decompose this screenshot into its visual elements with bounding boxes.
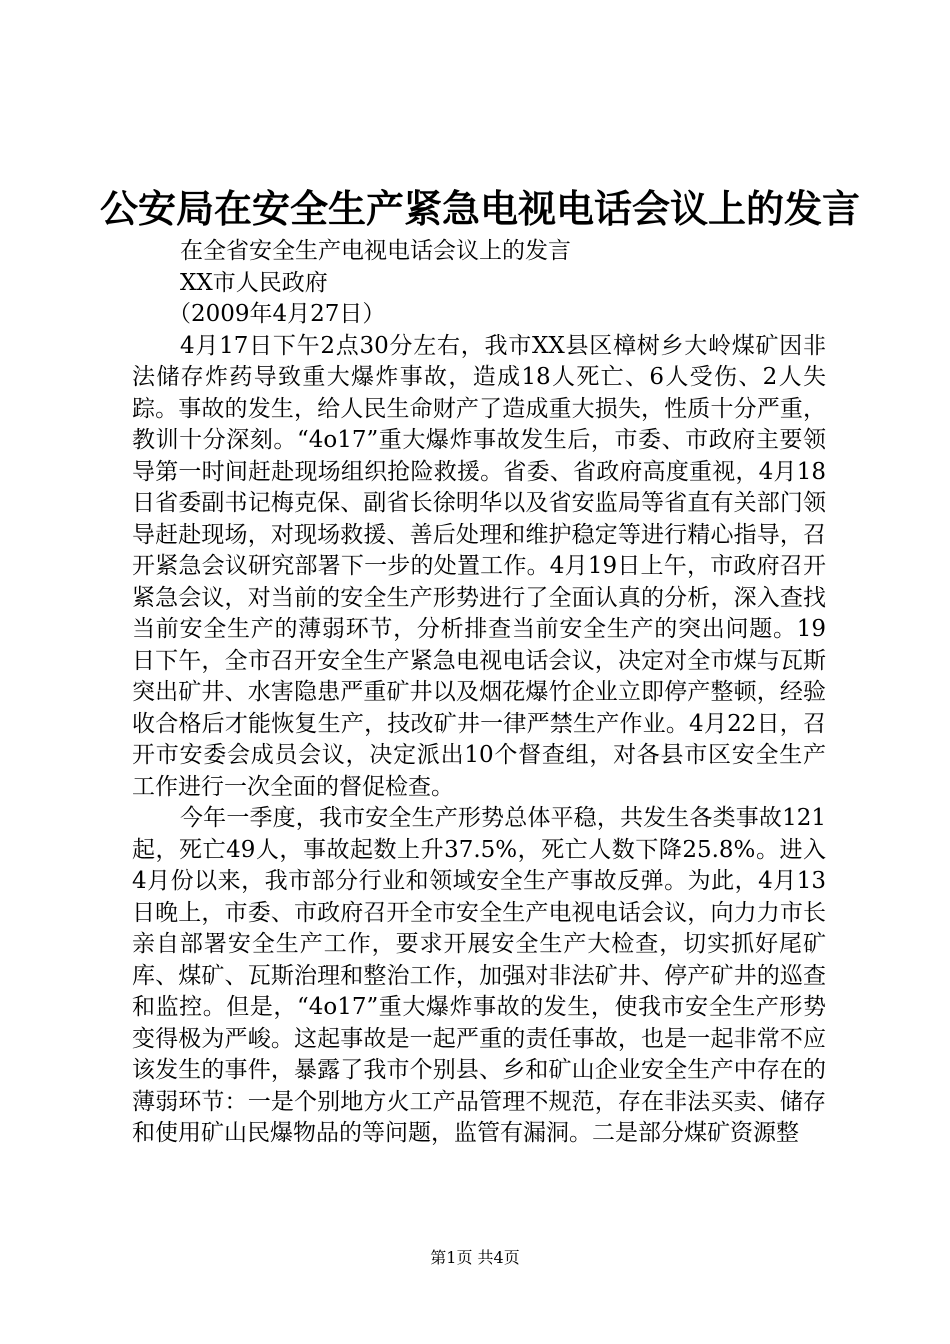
issuer-name: XX市人民政府 bbox=[180, 269, 328, 296]
document-body bbox=[132, 236, 826, 1150]
speech-subtitle: 在全省安全生产电视电话会议上的发言 bbox=[180, 238, 571, 264]
document-title: 公安局在安全生产紧急电视电话会议上的发言 bbox=[100, 186, 861, 231]
body-paragraph-2: 今年一季度，我市安全生产形势总体平稳，共发生各类事故121起，死亡49人，事故起数上升37.5%，死亡人数下降25.8%。进入4月份以来，我市部分行业和领域安全生产事故反弹。为此，4月13日晚上，市委、市政府召开全市安全生产电视电话会议，向力力市长亲自部署安全生产工作，要求开展安全生产大检查，切实抓好尾矿库、煤矿、瓦斯治理和整治工作，加强对非法矿井、停产矿井的巡查和监控。但是，“4o17”重大爆炸事故的发生，使我市安全生产形势变得极为严峻。这起事故是一起严重的责任事故，也是一起非常不应该发生的事件，暴露了我市个别县、乡和矿山企业安全生产中存在的薄弱环节：一是个别地方火工产品管理不规范，存在非法买卖、储存和使用矿山民爆物品的等问题，监管有漏洞。二是部分煤矿资源整 bbox=[132, 805, 826, 1146]
body-paragraph-1: 4月17日下午2点30分左右，我市XX县区樟树乡大岭煤矿因非法储存炸药导致重大爆炸事故，造成18人死亡、6人受伤、2人失踪。事故的发生，给人民生命财产了造成重大损失，性质十分严重，教训十分深刻。“4o17”重大爆炸事故发生后，市委、市政府主要领导第一时间赶赴现场组织抢险救援。省委、省政府高度重视，4月18日省委副书记梅克保、副省长徐明华以及省安监局等省直有关部门领导赶赴现场，对现场救援、善后处理和维护稳定等进行精心指导，召开紧急会议研究部署下一步的处置工作。4月19日上午，市政府召开紧急会议，对当前的安全生产形势进行了全面认真的分析，深入查找当前安全生产的薄弱环节，分析排查当前安全生产的突出问题。19日下午，全市召开安全生产紧急电视电话会议，决定对全市煤与瓦斯突出矿井、水害隐患严重矿井以及烟花爆竹企业立即停产整顿，经验收合格后才能恢复生产，技改矿井一律严禁生产作业。4月22日，召开市安委会成员会议，决定派出10个督查组，对各县市区安全生产工作进行一次全面的督促检查。 bbox=[132, 332, 826, 800]
speech-date: （2009年4月27日） bbox=[168, 301, 386, 327]
page-number-footer: 第1页 共4页 bbox=[430, 1248, 520, 1267]
